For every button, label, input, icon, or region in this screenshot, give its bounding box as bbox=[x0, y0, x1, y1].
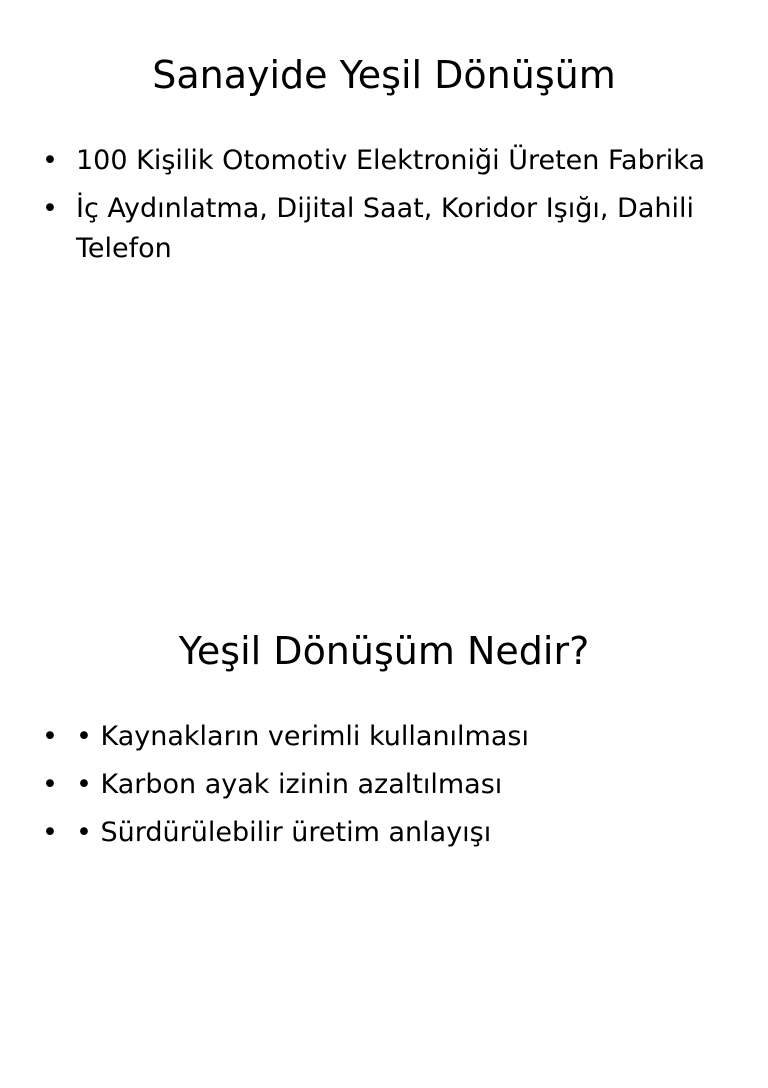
slide-title: Yeşil Dönüşüm Nedir? bbox=[178, 629, 590, 673]
slide-2 bbox=[0, 576, 768, 1088]
bullet-icon: • bbox=[42, 721, 58, 752]
bullet-text: 100 Kişilik Otomotiv Elektroniği Üreten Fabrika bbox=[76, 145, 706, 176]
bullet-text: İç Aydınlatma, Dijital Saat, Koridor Işığı, Dahili Telefon bbox=[76, 193, 695, 264]
bullet-list bbox=[42, 717, 742, 861]
bullet-icon: • bbox=[42, 145, 58, 176]
bullet-item bbox=[42, 765, 742, 805]
bullet-text: • Kaynakların verimli kullanılması bbox=[76, 721, 529, 752]
bullet-icon: • bbox=[42, 193, 58, 224]
bullet-item bbox=[42, 813, 742, 853]
bullet-icon: • bbox=[42, 817, 58, 848]
bullet-text: • Karbon ayak izinin azaltılması bbox=[76, 769, 503, 800]
slide-1 bbox=[0, 0, 768, 512]
slide-title: Sanayide Yeşil Dönüşüm bbox=[152, 53, 616, 97]
bullet-text: • Sürdürülebilir üretim anlayışı bbox=[76, 817, 492, 848]
bullet-item bbox=[42, 141, 742, 181]
bullet-item bbox=[42, 717, 742, 757]
bullet-icon: • bbox=[42, 769, 58, 800]
bullet-item bbox=[42, 189, 742, 269]
bullet-list bbox=[42, 141, 742, 277]
